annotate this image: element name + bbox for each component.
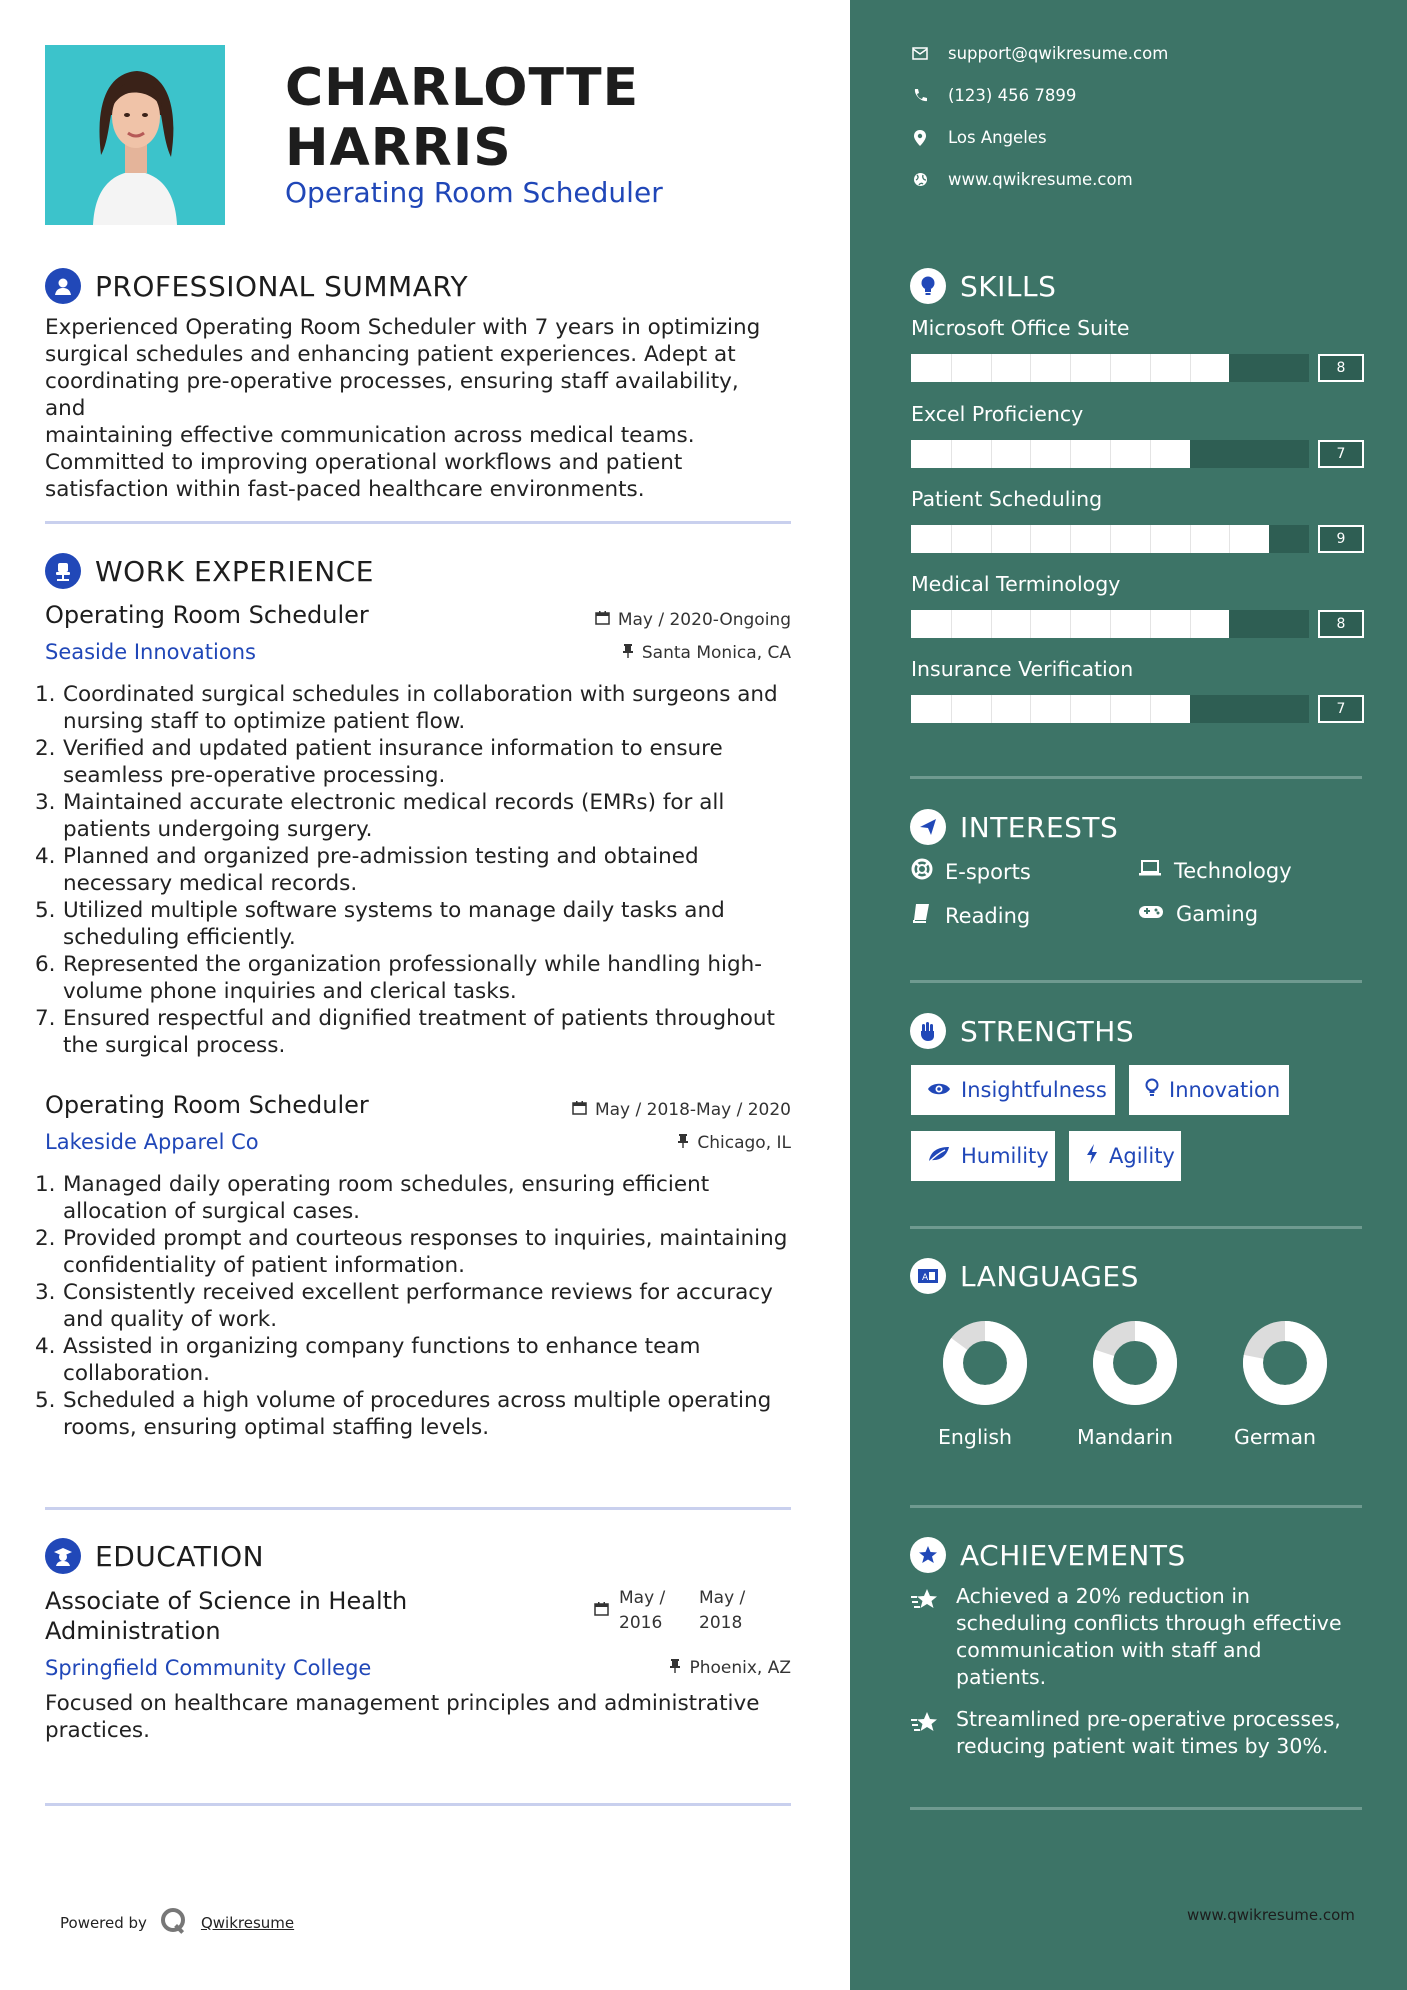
language-label: Mandarin	[1077, 1425, 1173, 1449]
strength-badge	[1129, 1065, 1289, 1115]
end-date: May / 2018	[699, 1588, 746, 1633]
location-text: Santa Monica, CA	[641, 643, 791, 663]
strengths-title: STRENGTHS	[960, 1014, 1135, 1048]
contact-email	[912, 44, 1168, 63]
bullet-item: 4. Assisted in organizing company functions to enhance team collaboration.	[35, 1334, 701, 1386]
contact-website	[912, 170, 1133, 189]
bullet-item: 2. Provided prompt and courteous responses to inquiries, maintaining confidentiality of patient information.	[35, 1226, 788, 1278]
bullet-item: 5. Scheduled a high volume of procedures across multiple operating rooms, ensuring optimal staffing levels.	[35, 1388, 772, 1440]
lightbulb-icon	[910, 268, 946, 304]
skill-level: 8	[1318, 610, 1364, 638]
calendar-icon	[572, 1100, 587, 1120]
qwikresume-link[interactable]: Qwikresume	[200, 1914, 295, 1932]
contact-phone	[912, 86, 1076, 105]
skill-bar-segment	[951, 525, 952, 553]
skill-bar-segment	[1150, 695, 1151, 723]
skill-bar-segment	[1110, 695, 1111, 723]
phone-icon	[912, 88, 928, 104]
svg-text:A: A	[922, 1273, 929, 1283]
pin-icon	[622, 643, 634, 663]
bullet-item: 3. Maintained accurate electronic medical records (EMRs) for all patients undergoing surgery.	[35, 790, 725, 842]
skill-bar	[911, 440, 1309, 468]
summary-line: Experienced Operating Room Scheduler with 7 years in optimizing	[45, 315, 761, 340]
skill-bar-fill	[911, 440, 1190, 468]
education-description	[45, 1690, 785, 1744]
sidebar	[850, 0, 1407, 1990]
achievement-line: communication with staff and	[956, 1638, 1262, 1662]
globe-icon	[912, 172, 928, 188]
section-divider	[910, 776, 1362, 779]
bullet-item: 2. Verified and updated patient insurance information to ensure seamless pre-operative processing.	[35, 736, 723, 788]
language-label: German	[1233, 1425, 1317, 1449]
job-location	[622, 643, 791, 663]
language-label: English	[937, 1425, 1013, 1449]
languages-title: LANGUAGES	[960, 1259, 1139, 1293]
calendar-icon	[595, 610, 610, 630]
skill-bar-segment	[1030, 440, 1031, 468]
candidate-job-title: Operating Room Scheduler	[285, 176, 663, 209]
strengths-heading	[910, 1013, 1134, 1049]
skill-bar-segment	[1110, 610, 1111, 638]
interest-item	[911, 858, 1031, 885]
date-range: May / 2018-May / 2020	[594, 1100, 791, 1120]
interests-title: INTERESTS	[960, 810, 1119, 844]
strength-label: Insightfulness	[961, 1078, 1107, 1102]
star-icon	[910, 1583, 942, 1691]
skill-label: Patient Scheduling	[911, 487, 1103, 511]
job-bullets	[35, 1171, 795, 1441]
job-dates	[572, 1100, 791, 1120]
pin-icon	[677, 1133, 689, 1153]
description-line: Focused on healthcare management principles and administrative	[45, 1691, 760, 1716]
email-text[interactable]: support@qwikresume.com	[948, 44, 1169, 63]
skill-bar	[911, 525, 1309, 553]
company-name: Lakeside Apparel Co	[45, 1130, 259, 1154]
description-line: practices.	[45, 1718, 150, 1743]
summary-line: coordinating pre-operative processes, ensuring staff availability, and	[45, 369, 739, 421]
bullet-item: 1. Managed daily operating room schedules, ensuring efficient allocation of surgical cases.	[35, 1172, 710, 1224]
skill-bar-segment	[1070, 440, 1071, 468]
job-title: Operating Room Scheduler	[45, 601, 369, 629]
bullet-item: 3. Consistently received excellent performance reviews for accuracy and quality of work.	[35, 1280, 773, 1332]
life-ring-icon	[911, 858, 933, 885]
section-divider	[910, 1226, 1362, 1229]
summary-line: satisfaction within fast-paced healthcare environments.	[45, 477, 645, 502]
job-dates	[595, 610, 791, 630]
section-divider	[45, 1803, 791, 1806]
achievement-item	[910, 1583, 1360, 1691]
strength-badge	[911, 1131, 1055, 1181]
summary-line: surgical schedules and enhancing patient experiences. Adept at	[45, 342, 736, 367]
skill-bar-segment	[1110, 525, 1111, 553]
skill-bar-segment	[991, 354, 992, 382]
skill-bar-segment	[1030, 354, 1031, 382]
skills-title: SKILLS	[960, 269, 1057, 303]
degree-name	[45, 1586, 465, 1646]
language-icon	[910, 1258, 946, 1294]
section-divider	[910, 1807, 1362, 1810]
skill-bar-segment	[991, 525, 992, 553]
skill-bar-fill	[911, 525, 1269, 553]
summary-line: Committed to improving operational workflows and patient	[45, 450, 683, 475]
skill-level: 9	[1318, 525, 1364, 553]
skill-bar-segment	[1070, 525, 1071, 553]
achievements-title: ACHIEVEMENTS	[960, 1538, 1186, 1572]
skill-bar-segment	[1030, 525, 1031, 553]
calendar-icon	[594, 1599, 609, 1624]
map-marker-icon	[912, 130, 928, 146]
skills-heading	[910, 268, 1056, 304]
book-icon	[911, 902, 933, 929]
skill-bar-segment	[1150, 610, 1151, 638]
skill-bar	[911, 695, 1309, 723]
section-divider	[910, 980, 1362, 983]
graduate-icon	[45, 1538, 81, 1574]
profile-photo	[45, 45, 225, 225]
skill-bar-segment	[1110, 440, 1111, 468]
achievements-heading	[910, 1537, 1186, 1573]
education-location	[669, 1658, 791, 1678]
interest-label: Reading	[945, 903, 1031, 928]
strength-label: Innovation	[1169, 1078, 1281, 1102]
candidate-name	[285, 58, 639, 178]
office-chair-icon	[45, 553, 81, 589]
degree-line: Associate of Science in Health	[45, 1587, 408, 1615]
skill-level: 8	[1318, 354, 1364, 382]
skill-bar-segment	[1229, 525, 1230, 553]
skill-label: Medical Terminology	[911, 572, 1121, 596]
skill-bar-segment	[951, 695, 952, 723]
location-text: Los Angeles	[948, 128, 1047, 147]
skill-bar-segment	[1070, 610, 1071, 638]
languages-heading	[910, 1258, 1139, 1294]
pin-icon	[669, 1658, 681, 1678]
interest-label: E-sports	[945, 859, 1031, 884]
achievement-line: reducing patient wait times by 30%.	[956, 1734, 1329, 1758]
language-donut	[930, 1318, 1040, 1412]
language-donut	[1080, 1318, 1190, 1412]
footer-website[interactable]: www.qwikresume.com	[1187, 1906, 1355, 1924]
work-title: WORK EXPERIENCE	[95, 554, 374, 588]
summary-text	[45, 314, 785, 503]
skill-label: Microsoft Office Suite	[911, 316, 1130, 340]
bullet-item: 4. Planned and organized pre-admission testing and obtained necessary medical records.	[35, 844, 699, 896]
leaf-icon	[927, 1144, 951, 1168]
location-text: Phoenix, AZ	[689, 1658, 791, 1678]
skill-bar-segment	[951, 354, 952, 382]
summary-title: PROFESSIONAL SUMMARY	[95, 269, 469, 303]
skill-bar-segment	[1190, 525, 1191, 553]
education-dates	[594, 1586, 745, 1636]
strength-badge	[1069, 1131, 1181, 1181]
laptop-icon	[1138, 858, 1162, 883]
paper-plane-icon	[910, 809, 946, 845]
skill-bar-segment	[1190, 354, 1191, 382]
hand-icon	[910, 1013, 946, 1049]
degree-line: Administration	[45, 1617, 221, 1645]
location-text: Chicago, IL	[697, 1133, 791, 1153]
school-name: Springfield Community College	[45, 1656, 372, 1680]
website-text[interactable]: www.qwikresume.com	[948, 170, 1133, 189]
skill-bar-segment	[1070, 695, 1071, 723]
powered-by-label: Powered by	[60, 1914, 147, 1932]
skill-bar-segment	[991, 440, 992, 468]
company-name: Seaside Innovations	[45, 640, 256, 664]
summary-heading	[45, 268, 468, 304]
section-divider	[45, 1507, 791, 1510]
interest-label: Gaming	[1176, 902, 1259, 926]
phone-text[interactable]: (123) 456 7899	[948, 86, 1077, 105]
job-bullets	[35, 681, 795, 1059]
skill-bar	[911, 354, 1309, 382]
qwikresume-logo-icon	[159, 1906, 189, 1940]
powered-by	[60, 1906, 294, 1940]
skill-bar-segment	[1030, 695, 1031, 723]
skill-bar-segment	[991, 610, 992, 638]
section-divider	[45, 521, 791, 524]
skill-label: Excel Proficiency	[911, 402, 1084, 426]
strength-label: Humility	[961, 1144, 1049, 1168]
skill-bar-segment	[1030, 610, 1031, 638]
strength-label: Agility	[1109, 1144, 1175, 1168]
skill-bar-segment	[1150, 525, 1151, 553]
summary-line: maintaining effective communication across medical teams.	[45, 423, 695, 448]
interest-label: Technology	[1174, 858, 1292, 883]
skill-bar-segment	[951, 610, 952, 638]
date-range: May / 2020-Ongoing	[617, 610, 791, 630]
name-line-2: HARRIS	[285, 118, 512, 178]
job-location	[677, 1133, 791, 1153]
skill-bar-segment	[951, 440, 952, 468]
star-badge-icon	[910, 1537, 946, 1573]
interests-heading	[910, 809, 1118, 845]
interest-item	[1138, 858, 1292, 883]
skill-bar-segment	[1190, 610, 1191, 638]
skill-bar-segment	[1150, 440, 1151, 468]
skill-bar-segment	[1070, 354, 1071, 382]
bullet-item: 5. Utilized multiple software systems to manage daily tasks and scheduling efficiently.	[35, 898, 725, 950]
skill-label: Insurance Verification	[911, 657, 1134, 681]
start-date: May / 2016	[619, 1588, 666, 1633]
skill-bar-segment	[991, 695, 992, 723]
work-heading	[45, 553, 374, 589]
bolt-icon	[1085, 1143, 1099, 1170]
user-icon	[45, 268, 81, 304]
skill-level: 7	[1318, 440, 1364, 468]
skill-bar-segment	[1110, 354, 1111, 382]
star-icon	[910, 1706, 942, 1760]
education-title: EDUCATION	[95, 1539, 265, 1573]
achievement-line: Achieved a 20% reduction in	[956, 1584, 1251, 1608]
skill-level: 7	[1318, 695, 1364, 723]
achievement-item	[910, 1706, 1360, 1760]
lightbulb-icon	[1145, 1078, 1159, 1103]
language-donut	[1230, 1318, 1340, 1412]
bullet-item: 1. Coordinated surgical schedules in collaboration with surgeons and nursing staff to optimize patient flow.	[35, 682, 778, 734]
achievement-line: Streamlined pre-operative processes,	[956, 1707, 1341, 1731]
bullet-item: 6. Represented the organization professionally while handling high- volume phone inquiries and clerical tasks.	[35, 952, 763, 1004]
achievement-line: patients.	[956, 1665, 1047, 1689]
name-line-1: CHARLOTTE	[285, 58, 640, 118]
education-heading	[45, 1538, 264, 1574]
skill-bar	[911, 610, 1309, 638]
skill-bar-fill	[911, 695, 1190, 723]
interest-item	[1138, 902, 1258, 926]
job-title: Operating Room Scheduler	[45, 1091, 369, 1119]
achievement-line: scheduling conflicts through effective	[956, 1611, 1342, 1635]
bullet-item: 7. Ensured respectful and dignified treatment of patients throughout the surgical process.	[35, 1006, 775, 1058]
gamepad-icon	[1138, 902, 1164, 926]
section-divider	[910, 1505, 1362, 1508]
eye-icon	[927, 1078, 951, 1102]
interest-item	[911, 902, 1030, 929]
contact-location	[912, 128, 1047, 147]
strength-badge	[911, 1065, 1115, 1115]
envelope-icon	[912, 46, 928, 62]
skill-bar-segment	[1150, 354, 1151, 382]
